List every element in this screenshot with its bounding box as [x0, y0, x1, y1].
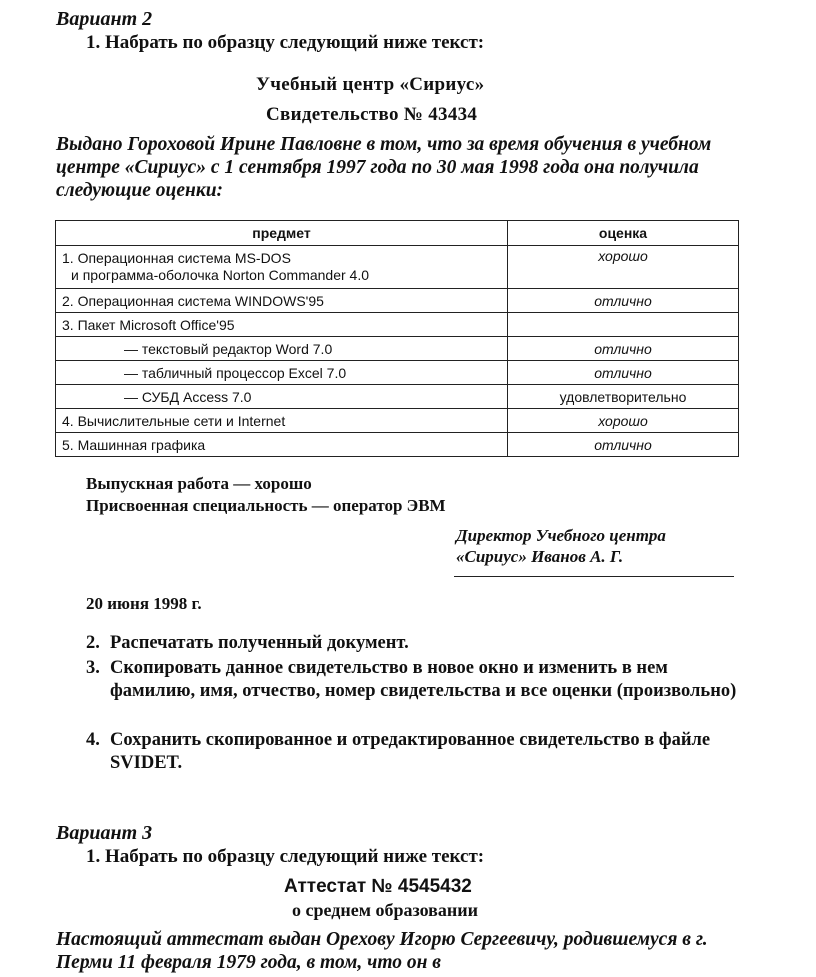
grade-cell: отлично: [508, 433, 739, 457]
task-3-number: 3.: [86, 658, 100, 678]
subject-cell: — табличный процессор Excel 7.0: [56, 361, 508, 385]
specialty: Присвоенная специальность — оператор ЭВМ: [86, 496, 446, 515]
certificate-title: Свидетельство № 43434: [266, 104, 478, 125]
variant-3-heading: Вариант 3: [56, 822, 153, 844]
column-header-subject: предмет: [56, 221, 508, 246]
variant-2-task-1: 1. Набрать по образцу следующий ниже текст:: [86, 32, 485, 53]
subject-line-2: и программа-оболочка Norton Commander 4.0: [71, 267, 370, 283]
table-row: [56, 409, 739, 433]
task-3: [86, 657, 740, 703]
grade-cell: удовлетворительно: [508, 385, 739, 409]
table-row: [56, 313, 739, 337]
subject-line-1: 1. Операционная система MS-DOS: [62, 250, 291, 266]
task-2: [86, 632, 740, 655]
table-row: [56, 246, 739, 289]
director-title: Директор Учебного центра: [456, 526, 666, 545]
column-header-grade: оценка: [508, 221, 739, 246]
task-2-text: Распечатать полученный документ.: [110, 633, 409, 653]
subject-cell: — СУБД Access 7.0: [56, 385, 508, 409]
subject-cell: 5. Машинная графика: [56, 433, 508, 457]
grade-cell: хорошо: [508, 246, 739, 289]
table-row: [56, 337, 739, 361]
grade-cell: хорошо: [508, 409, 739, 433]
attestat-subtitle: о среднем образовании: [292, 900, 479, 920]
task-4-number: 4.: [86, 730, 100, 750]
grades-table: [55, 220, 739, 457]
grade-cell: [508, 313, 739, 337]
table-row: [56, 433, 739, 457]
variant-2-heading: Вариант 2: [56, 8, 153, 30]
task-2-number: 2.: [86, 633, 100, 653]
attestat-title: Аттестат № 4545432: [284, 876, 472, 897]
subject-cell: — текстовый редактор Word 7.0: [56, 337, 508, 361]
certificate-date: 20 июня 1998 г.: [86, 594, 202, 613]
table-row: [56, 289, 739, 313]
center-title: Учебный центр «Сириус»: [256, 74, 485, 95]
subject-cell: [56, 246, 508, 289]
attestat-intro: Настоящий аттестат выдан Орехову Игорю Сергеевичу, родившемуся в г. Перми 11 февраля 1979 года, в том, что он в: [56, 929, 708, 973]
table-header-row: [56, 221, 739, 246]
grade-cell: отлично: [508, 361, 739, 385]
subject-cell: 2. Операционная система WINDOWS'95: [56, 289, 508, 313]
subject-cell: 3. Пакет Microsoft Office'95: [56, 313, 508, 337]
director-name: «Сириус» Иванов А. Г.: [456, 547, 624, 566]
task-4-text: Сохранить скопированное и отредактированное свидетельство в файле SVIDET.: [110, 730, 711, 773]
certificate-intro: Выдано Гороховой Ирине Павловне в том, что за время обучения в учебном центре «Сириус» с 1 сентября 1997 года по 30 мая 1998 года она получила следующие оценки:: [56, 134, 712, 201]
final-work: Выпускная работа — хорошо: [86, 474, 312, 493]
task-4: [86, 729, 740, 775]
task-3-text: Скопировать данное свидетельство в новое окно и изменить в нем фамилию, имя, отчество, номер свидетельства и все оценки (произвольно): [110, 658, 737, 701]
subject-cell: 4. Вычислительные сети и Internet: [56, 409, 508, 433]
grade-cell: отлично: [508, 337, 739, 361]
signature-line: [454, 576, 734, 577]
table-row: [56, 361, 739, 385]
variant-3-task-1: 1. Набрать по образцу следующий ниже текст:: [86, 846, 485, 867]
table-row: [56, 385, 739, 409]
grade-cell: отлично: [508, 289, 739, 313]
